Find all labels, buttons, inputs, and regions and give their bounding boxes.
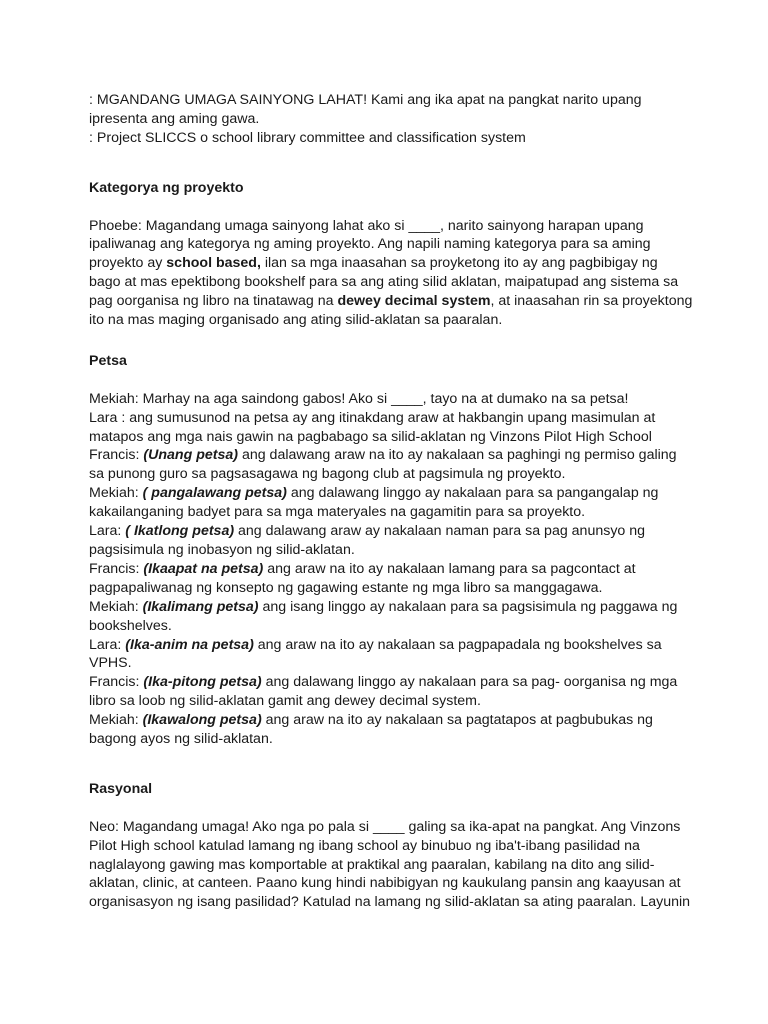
intro-line: : MGANDANG UMAGA SAINYONG LAHAT! Kami ang ika apat na pangkat narito upang — [89, 92, 642, 108]
text-run: ang isang linggo ay nakalaan para sa pagsisimula ng paggawa ng — [258, 598, 678, 615]
paragraph-line: naglalayong gawing mas komportable at praktikal ang paaralan, kabilang na dito ang silid- — [89, 856, 655, 873]
paragraph-line: sa punong guro sa pagsasagawa ng bagong club at pagsimula ng proyekto. — [89, 466, 566, 483]
speaker: Lara: — [89, 523, 126, 540]
paragraph-line — [89, 560, 689, 579]
paragraph-line: Lara : ang sumusunod na petsa ay ang itinakdang araw at hakbangin upang masimulan at — [89, 409, 656, 426]
paragraph-line: Mekiah: Marhay na aga saindong gabos! Ako si ____, tayo na at dumako na sa petsa! — [89, 390, 629, 407]
paragraph-line: pagpapaliwanag ng konsepto ng gagawing estante ng mga libro sa manggagawa. — [89, 579, 603, 596]
spacer — [89, 198, 689, 217]
section-heading: Rasyonal — [89, 780, 153, 797]
paragraph-line — [89, 636, 689, 655]
paragraph-line — [89, 598, 689, 617]
text-run: ang dalawang araw na ito ay nakalaan sa paghingi ng permiso galing — [238, 447, 677, 464]
text-run: ang dalawang araw ay nakalaan naman para sa pag anunsyo ng — [234, 523, 646, 540]
paragraph-line: kakailanganing badyet para sa mga materyales na gagamitin para sa proyekto. — [89, 504, 586, 521]
paragraph-line: pagsisimula ng inobasyon ng silid-aklatan. — [89, 542, 355, 558]
section-heading: Kategorya ng proyekto — [89, 179, 244, 196]
paragraph-line — [89, 292, 693, 311]
bold-term: dewey decimal system — [337, 293, 491, 310]
paragraph-line — [89, 711, 689, 730]
date-label: (Unang petsa) — [143, 447, 238, 464]
document-page — [89, 91, 693, 912]
text-run: ang dalawang linggo ay nakalaan para sa pangangalap ng — [286, 485, 659, 502]
text-run: ilan sa mga inaasahan sa proyketong ito ay ang pagbibigay ng — [260, 255, 658, 272]
text-run: ang araw na ito ay nakalaan sa pagpapadala ng bookshelves sa — [253, 636, 662, 653]
date-label: ( pangalawang petsa) — [142, 485, 287, 502]
date-label: (Ika-pitong petsa) — [143, 674, 262, 691]
paragraph-line: organisasyon ng isang pasilidad? Katulad na lamang ng silid-aklatan sa ating paaralan. Layunin — [89, 894, 691, 911]
paragraph-line: matapos ang mga nais gawin na pagbabago sa silid-aklatan ng Vinzons Pilot High School — [89, 428, 652, 445]
speaker: Mekiah: — [89, 485, 143, 502]
paragraph-line: bagong ayos ng silid-aklatan. — [89, 731, 273, 748]
date-label: ( Ikatlong petsa) — [125, 523, 235, 540]
speaker: Mekiah: — [89, 598, 143, 615]
text-run: , at inaasahan rin sa proyektong — [490, 293, 693, 310]
paragraph-line: Phoebe: Magandang umaga sainyong lahat ako si ____, narito sainyong harapan upang — [89, 217, 644, 234]
intro-line: : Project SLICCS o school library committee and classification system — [89, 129, 526, 146]
paragraph-line: aklatan, clinic, at canteen. Paano kung hindi nabibigyan ng kaukulang pansin ang kaayusan at — [89, 875, 681, 892]
spacer — [89, 371, 689, 390]
date-label: (Ikaapat na petsa) — [143, 560, 264, 577]
intro-section — [89, 91, 689, 148]
paragraph-line: libro sa loob ng silid-aklatan gamit ang dewey decimal system. — [89, 693, 481, 710]
date-label: (Ikawalong petsa) — [142, 712, 262, 729]
spacer — [89, 749, 689, 780]
text-run: ang dalawang linggo ay nakalaan para sa pag- oorganisa ng mga — [261, 674, 678, 691]
speaker: Mekiah: — [89, 712, 143, 729]
text-run: ang araw na ito ay nakalaan lamang para sa pagcontact at — [263, 560, 636, 577]
spacer — [89, 799, 689, 818]
rasyonal-section — [89, 780, 689, 912]
speaker: Francis: — [89, 674, 144, 691]
paragraph-line: ipaliwanag ang kategorya ng aming proyekto. Ang napili naming kategorya para sa aming — [89, 236, 651, 253]
text-run: pag oorganisa ng libro na tinatawag na — [89, 293, 338, 310]
bold-term: school based, — [166, 255, 261, 272]
paragraph-line — [89, 484, 689, 503]
speaker: Francis: — [89, 560, 144, 577]
speaker: Lara: — [89, 636, 126, 653]
kategorya-section — [89, 179, 693, 330]
intro-line: ipresenta ang aming gawa. — [89, 110, 260, 127]
paragraph-line: VPHS. — [89, 655, 132, 672]
section-heading: Petsa — [89, 352, 127, 369]
paragraph-line: Neo: Magandang umaga! Ako nga po pala si ____ galing sa ika-apat na pangkat. Ang Vinzons — [89, 818, 681, 835]
paragraph-line: bago at mas epektibong bookshelf para sa ang ating silid aklatan, maipatupad ang sistema sa — [89, 274, 679, 291]
spacer — [89, 330, 689, 352]
date-label: (Ika-anim na petsa) — [125, 636, 254, 653]
paragraph-line — [89, 673, 689, 692]
spacer — [89, 148, 689, 179]
paragraph-line: Pilot High school katulad lamang ng ibang school ay binubuo ng iba't-ibang pasilidad na — [89, 837, 640, 854]
speaker: Francis: — [89, 447, 144, 464]
text-run: ang araw na ito ay nakalaan sa pagtatapos at pagbubukas ng — [261, 712, 653, 729]
paragraph-line — [89, 522, 689, 541]
petsa-section — [89, 352, 689, 749]
paragraph-line: bookshelves. — [89, 617, 172, 634]
paragraph-line — [89, 254, 689, 273]
date-label: (Ikalimang petsa) — [142, 598, 259, 615]
paragraph-line: ito na mas maging organisado ang ating silid-aklatan sa paaralan. — [89, 312, 503, 329]
text-run: proyekto ay — [89, 255, 167, 272]
paragraph-line — [89, 446, 689, 465]
